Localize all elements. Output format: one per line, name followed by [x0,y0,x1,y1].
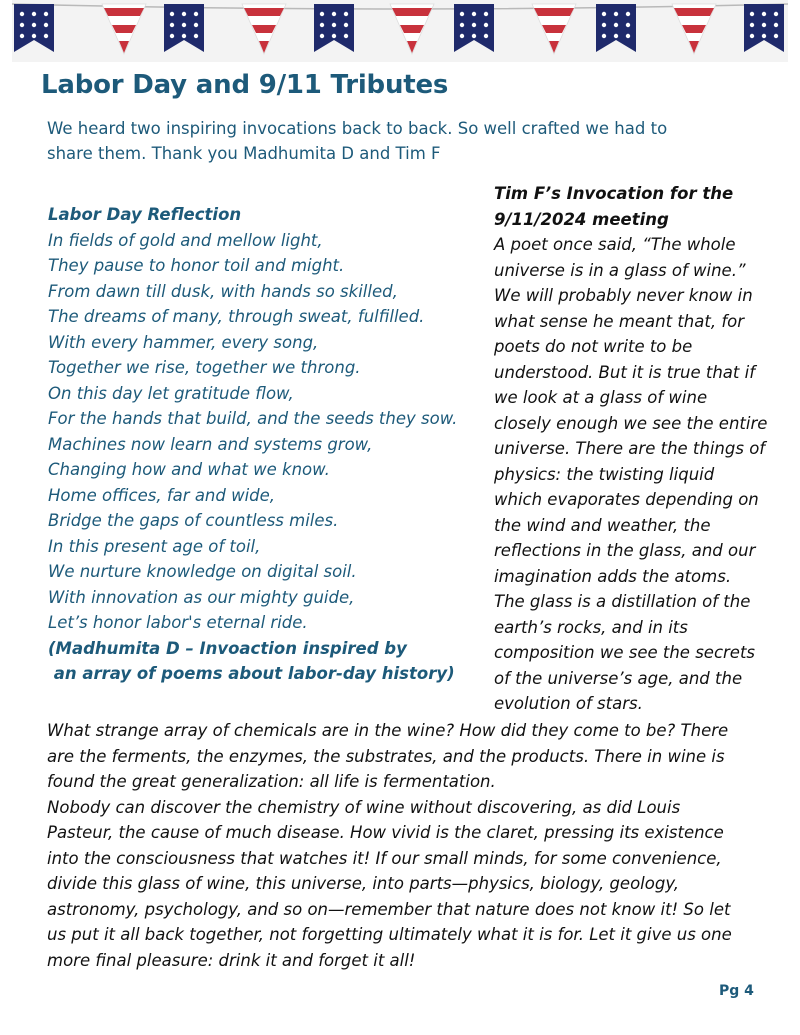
invocation-line: The glass is a distillation of the [494,592,751,611]
intro-line: share them. Thank you Madhumita D and Tim F [47,144,441,163]
poem-line: They pause to honor toil and might. [48,256,345,275]
invocation-continuation [47,718,787,973]
intro-line: We heard two inspiring invocations back to back. So well crafted we had to [47,119,668,138]
invocation-heading: 9/11/2024 meeting [494,209,669,229]
continuation-line: are the ferments, the enzymes, the substrates, and the products. There in wine is [47,746,725,766]
invocation-line: imagination adds the atoms. [494,566,732,586]
continuation-line: What strange array of chemicals are in the wine? How did they come to be? There [47,721,729,740]
page-number: Pg 4 [719,983,754,999]
poem-credit: (Madhumita D – Invoaction inspired by [48,638,407,658]
poem-line: With every hammer, every song, [48,332,319,352]
patriotic-bunting-banner [12,0,788,62]
continuation-line: found the great generalization: all life is fermentation. [47,772,496,791]
poem-line: On this day let gratitude flow, [48,383,294,403]
invocation-line: poets do not write to be [494,337,693,356]
poem-line: For the hands that build, and the seeds they sow. [48,409,458,428]
invocation-line: reflections in the glass, and our [494,541,756,560]
invocation-line: universe. There are the things of [494,439,766,458]
continuation-line: us put it all back together, not forgetting ultimately what it is for. Let it give us one [47,925,732,944]
continuation-line: Pasteur, the cause of much disease. How vivid is the claret, pressing its existence [47,823,724,842]
poem-line: Changing how and what we know. [48,460,330,479]
continuation-line: into the consciousness that watches it! If our small minds, for some convenience, [47,848,722,868]
patriotic-bunting-icon [12,0,788,62]
poem-credit: an array of poems about labor-day history) [48,664,455,683]
tim-invocation [494,181,790,717]
labor-day-poem [48,202,488,687]
poem-line: Let’s honor labor's eternal ride. [48,613,308,632]
invocation-line: we look at a glass of wine [494,388,708,407]
poem-line: In this present age of toil, [48,536,261,556]
invocation-line: understood. But it is true that if [494,362,756,382]
poem-line: Together we rise, together we throng. [48,358,361,377]
invocation-line: physics: the twisting liquid [494,464,715,484]
invocation-line: A poet once said, “The whole [494,235,736,254]
poem-line: With innovation as our mighty guide, [48,587,355,607]
poem-line: From dawn till dusk, with hands so skilled, [48,281,398,301]
invocation-line: what sense he meant that, for [494,311,745,331]
intro-paragraph [47,116,747,166]
invocation-line: the wind and weather, the [494,515,711,535]
poem-line: Home offices, far and wide, [48,485,276,505]
invocation-heading: Tim F’s Invocation for the [494,184,734,203]
poem-line: The dreams of many, through sweat, fulfilled. [48,307,425,326]
invocation-line: closely enough we see the entire [494,413,768,433]
invocation-line: of the universe’s age, and the [494,668,743,688]
poem-line: Machines now learn and systems grow, [48,434,373,454]
invocation-line: composition we see the secrets [494,643,756,662]
continuation-line: Nobody can discover the chemistry of wine without discovering, as did Louis [47,797,681,817]
continuation-line: astronomy, psychology, and so on—remember that nature does not know it! So let [47,899,731,919]
continuation-line: divide this glass of wine, this universe, into parts—physics, biology, geology, [47,874,680,893]
page-title: Labor Day and 9/11 Tributes [41,70,449,100]
invocation-line: which evaporates depending on [494,490,759,509]
invocation-line: universe is in a glass of wine.” [494,260,746,280]
poem-heading: Labor Day Reflection [48,205,242,224]
continuation-line: more final pleasure: drink it and forget it all! [47,950,416,970]
poem-line: Bridge the gaps of countless miles. [48,511,339,530]
poem-line: We nurture knowledge on digital soil. [48,562,357,581]
invocation-line: We will probably never know in [494,286,753,305]
invocation-line: earth’s rocks, and in its [494,617,688,637]
invocation-line: evolution of stars. [494,694,643,713]
poem-line: In fields of gold and mellow light, [48,230,323,250]
